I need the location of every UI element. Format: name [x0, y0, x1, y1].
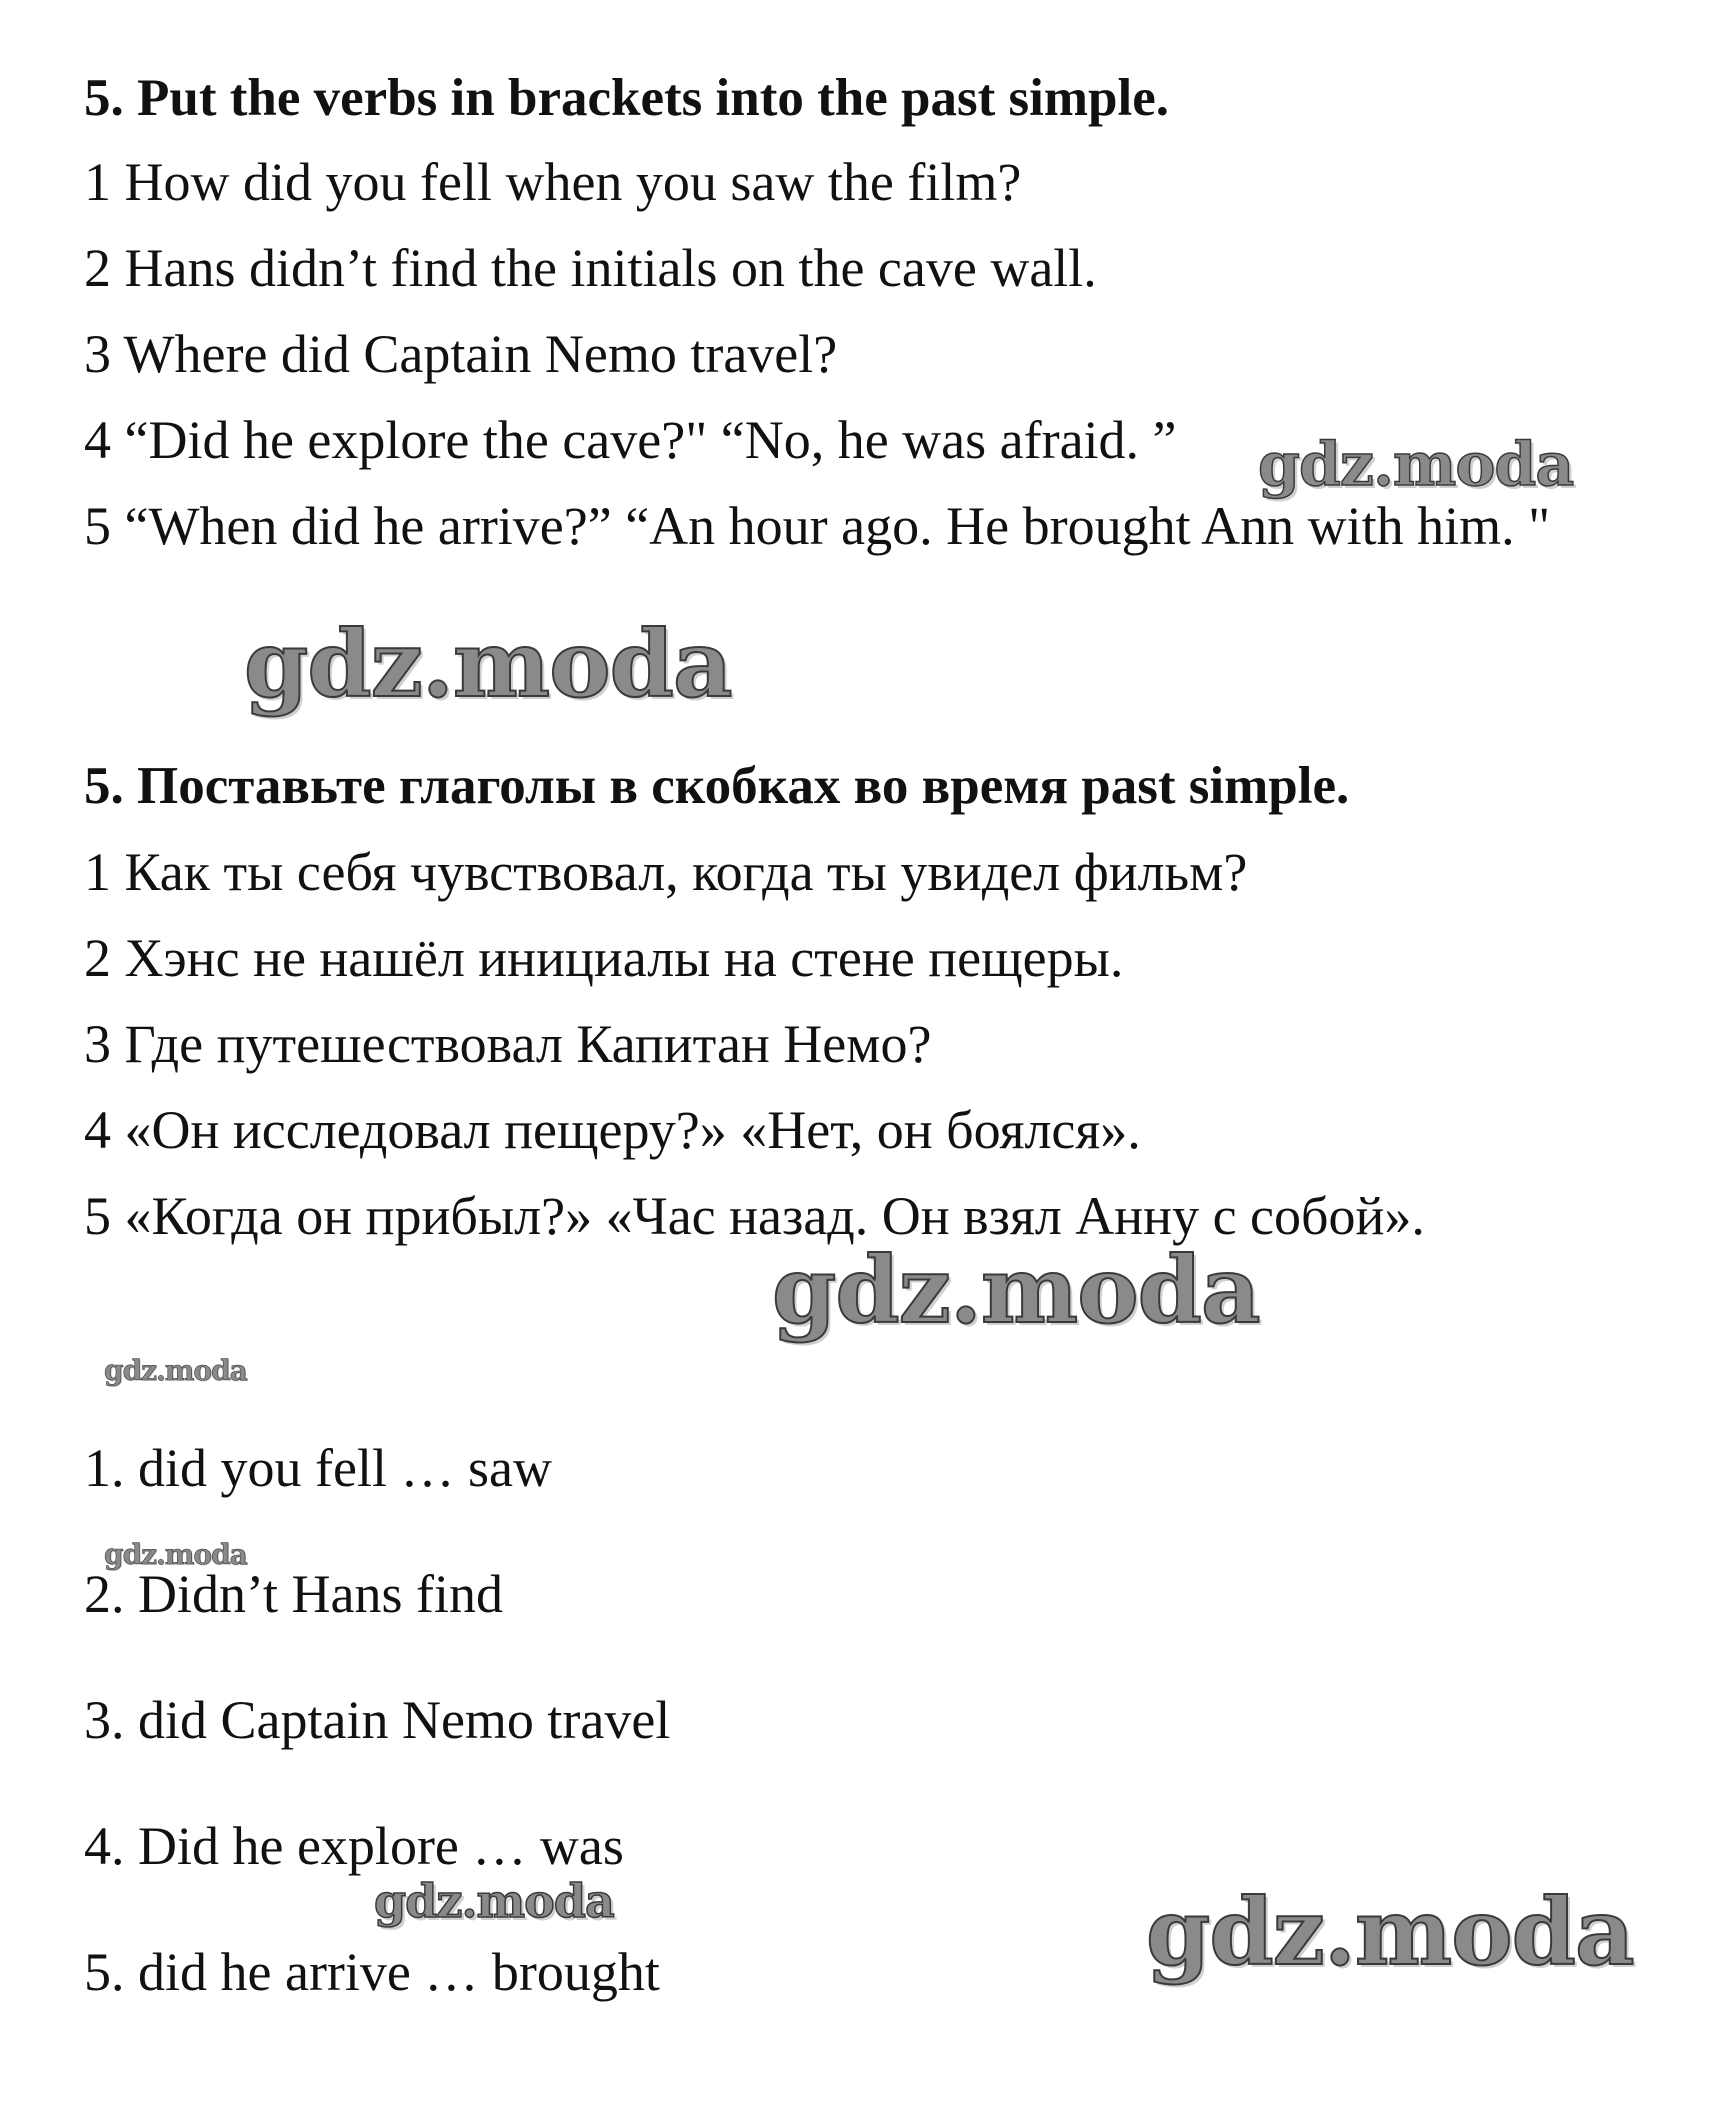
exercise-heading-ru: 5. Поставьте глаголы в скобках во время past simple. [84, 757, 1350, 815]
watermark-logo: gdz.moda [104, 1538, 247, 1571]
exercise-line-en-5: 5 “When did he arrive?” “An hour ago. He brought Ann with him. " [84, 496, 1551, 556]
watermark-logo: gdz.moda [104, 1354, 247, 1387]
answer-line-5: 5. did he arrive … brought [84, 1942, 660, 2002]
exercise-line-en-2: 2 Hans didn’t find the initials on the cave wall. [84, 238, 1097, 298]
answer-line-1: 1. did you fell … saw [84, 1438, 552, 1498]
exercise-line-ru-2: 2 Хэнс не нашёл инициалы на стене пещеры. [84, 928, 1124, 988]
watermark-logo: gdz.moda [244, 610, 732, 718]
watermark-logo: gdz.moda [374, 1874, 614, 1928]
answer-line-2: 2. Didn’t Hans find [84, 1564, 503, 1624]
exercise-line-ru-4: 4 «Он исследовал пещеру?» «Нет, он боялся». [84, 1100, 1141, 1160]
watermark-logo: gdz.moda [772, 1236, 1260, 1344]
exercise-heading-en: 5. Put the verbs in brackets into the past simple. [84, 69, 1170, 127]
answer-line-4: 4. Did he explore … was [84, 1816, 624, 1876]
answer-line-3: 3. did Captain Nemo travel [84, 1690, 671, 1750]
watermark-logo: gdz.moda [1258, 430, 1574, 500]
exercise-line-en-4: 4 “Did he explore the cave?" “No, he was afraid. ” [84, 410, 1177, 470]
watermark-logo: gdz.moda [1146, 1878, 1634, 1986]
exercise-line-en-1: 1 How did you fell when you saw the film? [84, 152, 1022, 212]
exercise-line-ru-1: 1 Как ты себя чувствовал, когда ты увидел фильм? [84, 842, 1248, 902]
exercise-line-ru-5: 5 «Когда он прибыл?» «Час назад. Он взял Анну с собой». [84, 1186, 1425, 1246]
exercise-line-ru-3: 3 Где путешествовал Капитан Немо? [84, 1014, 932, 1074]
exercise-line-en-3: 3 Where did Captain Nemo travel? [84, 324, 838, 384]
